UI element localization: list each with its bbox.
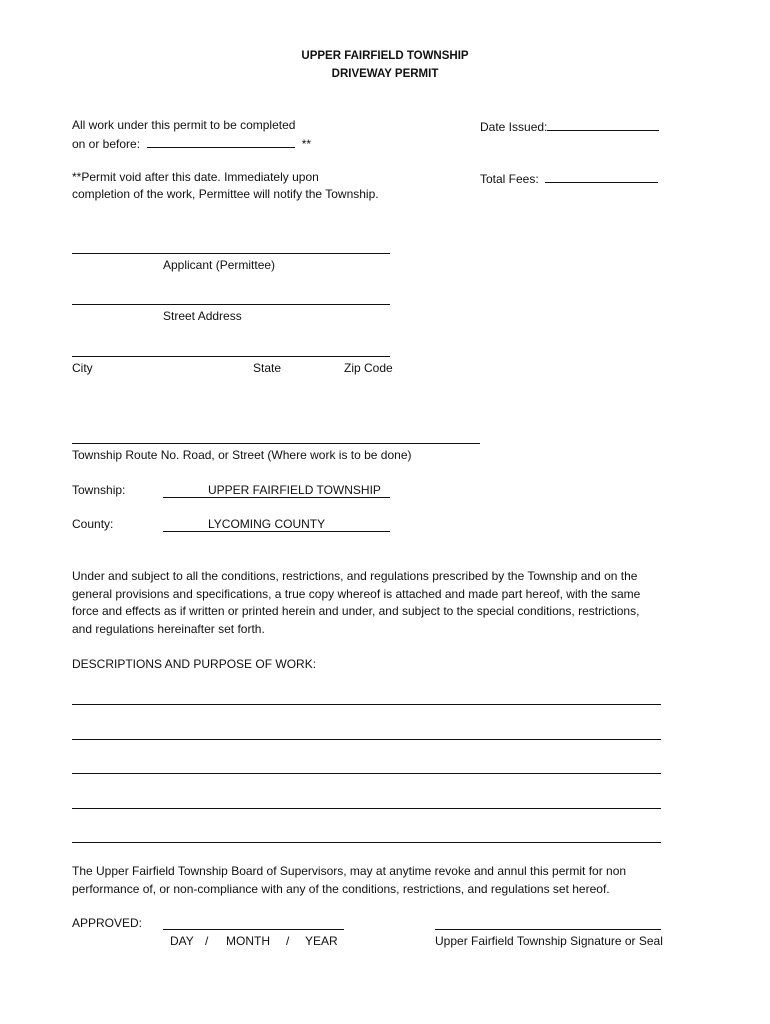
applicant-name-field[interactable] — [72, 253, 390, 254]
form-title: UPPER FAIRFIELD TOWNSHIP — [301, 50, 469, 62]
conditions-line: general provisions and specifications, a true copy whereof is attached and made part hereof, with the same — [72, 586, 641, 601]
total-fees-field[interactable] — [545, 170, 658, 183]
township-value[interactable]: UPPER FAIRFIELD TOWNSHIP — [163, 483, 390, 498]
description-line[interactable] — [72, 704, 661, 705]
void-notice-line2: completion of the work, Permittee will notify the Township. — [72, 187, 379, 201]
month-label: MONTH — [226, 934, 270, 948]
total-fees-row — [480, 170, 658, 187]
form-subtitle: DRIVEWAY PERMIT — [331, 68, 439, 80]
zip-code-label: Zip Code — [344, 361, 393, 375]
city-label: City — [72, 361, 93, 375]
conditions-line: Under and subject to all the conditions, restrictions, and regulations prescribed by the Township and on the — [72, 569, 638, 583]
conditions-line: force and effects as if written or printed herein and under, and subject to the special conditions, restrictions, — [72, 604, 640, 618]
street-address-field[interactable] — [72, 304, 390, 305]
description-line[interactable] — [72, 842, 661, 843]
applicant-name-label: Applicant (Permittee) — [163, 258, 276, 272]
township-label: Township: — [72, 483, 126, 497]
date-separator: / — [205, 934, 209, 948]
city-state-zip-field[interactable] — [72, 356, 390, 357]
date-issued-row — [480, 118, 659, 135]
description-line[interactable] — [72, 739, 661, 740]
route-label: Township Route No. Road, or Street (Where work is to be done) — [72, 448, 412, 462]
completion-date-field[interactable] — [147, 135, 295, 148]
date-separator: / — [286, 934, 290, 948]
year-label: YEAR — [305, 934, 338, 948]
date-issued-field[interactable] — [547, 118, 659, 131]
street-address-label: Street Address — [163, 309, 242, 323]
signature-label: Upper Fairfield Township Signature or Seal — [435, 934, 663, 948]
revoke-paragraph — [72, 863, 692, 898]
description-line[interactable] — [72, 808, 661, 809]
route-field[interactable] — [72, 443, 480, 444]
completion-date-row — [72, 135, 311, 152]
signature-field[interactable] — [435, 929, 661, 930]
completion-date-suffix: ** — [301, 137, 312, 151]
revoke-line: performance of, or non-compliance with any of the conditions, restrictions, and regulations set hereof. — [72, 881, 610, 896]
revoke-line: The Upper Fairfield Township Board of Supervisors, may at anytime revoke and annul this permit for non — [72, 864, 627, 878]
approved-label: APPROVED: — [72, 916, 143, 930]
conditions-line: and regulations hereinafter set forth. — [72, 621, 265, 636]
description-label: DESCRIPTIONS AND PURPOSE OF WORK: — [72, 657, 317, 671]
void-notice-line1: **Permit void after this date. Immediately upon — [72, 170, 319, 184]
completion-date-label: on or before: — [72, 137, 141, 151]
completion-text: All work under this permit to be completed — [72, 118, 296, 132]
description-line[interactable] — [72, 773, 661, 774]
county-value[interactable]: LYCOMING COUNTY — [163, 517, 390, 532]
date-issued-label: Date Issued: — [480, 120, 548, 134]
county-label: County: — [72, 517, 114, 531]
total-fees-label: Total Fees: — [480, 172, 539, 186]
conditions-paragraph — [72, 568, 692, 638]
day-label: DAY — [170, 934, 194, 948]
approval-date-field[interactable] — [163, 929, 344, 930]
state-label: State — [253, 361, 282, 375]
